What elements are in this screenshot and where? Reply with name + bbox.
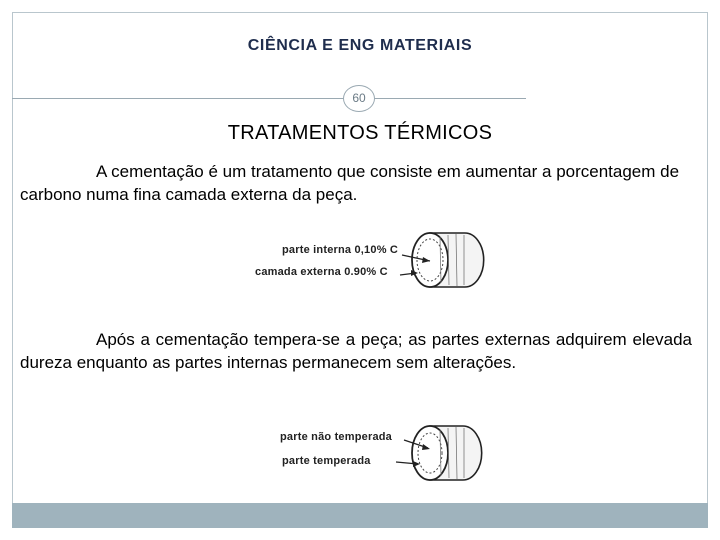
paragraph-cementation: A cementação é um tratamento que consiste em aumentar a porcentagem de carbono numa fina camada externa da peça. bbox=[20, 162, 680, 204]
label-inner-part: parte interna 0,10% C bbox=[282, 244, 399, 256]
label-outer-layer: camada externa 0.90% C bbox=[255, 266, 388, 278]
cylinder-diagram-2 bbox=[268, 420, 498, 490]
page-number-badge: 60 bbox=[343, 85, 375, 112]
slide-title: TRATAMENTOS TÉRMICOS bbox=[227, 122, 493, 144]
footer-bar bbox=[12, 503, 708, 528]
paragraph-quenching: Após a cementação tempera-se a peça; as partes externas adquirem elevada dureza enquanto as partes internas permanecem sem alterações. bbox=[20, 330, 692, 372]
label-untempered-part: parte não temperada bbox=[280, 431, 393, 443]
figure-cementation-cylinder bbox=[240, 225, 490, 295]
label-tempered-part: parte temperada bbox=[282, 455, 371, 467]
header-divider bbox=[12, 98, 526, 99]
header-title: CIÊNCIA E ENG MATERIAIS bbox=[247, 37, 473, 54]
cylinder-diagram-1 bbox=[240, 225, 490, 295]
cylinder-face bbox=[412, 426, 448, 480]
figure-quenched-cylinder bbox=[268, 420, 498, 490]
